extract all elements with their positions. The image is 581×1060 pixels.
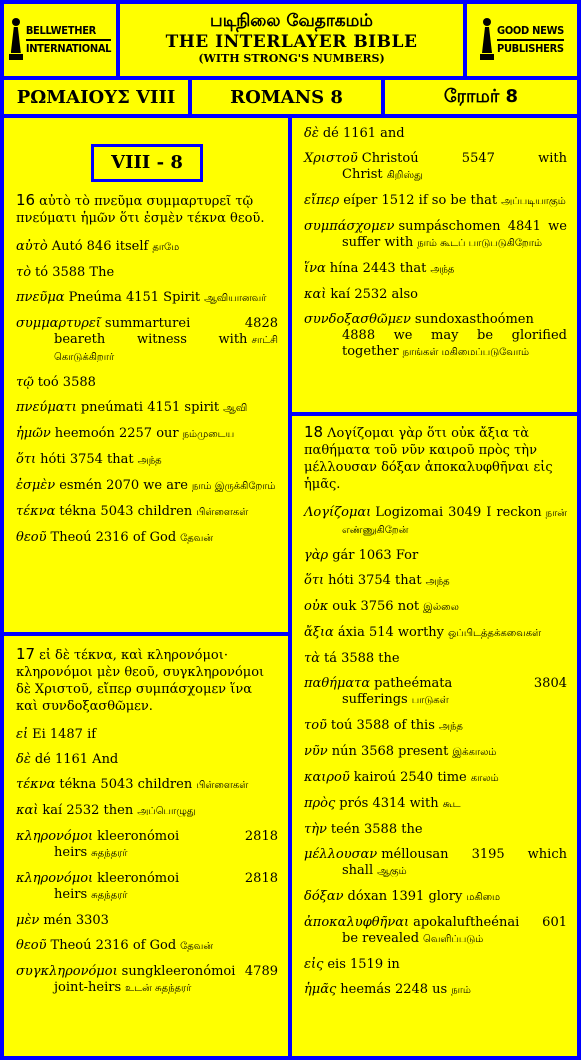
word-entry [304, 193, 567, 210]
verse-text [16, 646, 278, 715]
greek-word: οὐκ [304, 599, 329, 614]
greek-word: πρὸς [304, 796, 336, 811]
tamil-gloss: சுதந்தரர் [91, 848, 128, 859]
greek-word: ἄξια [304, 625, 334, 640]
transliteration-strongs-english: áxia 514 worthy [337, 625, 445, 640]
transliteration-strongs-english: mén 3303 [43, 913, 109, 928]
transliteration-strongs-english: eíper 1512 if so be that [343, 193, 498, 208]
transliteration-strongs-english: ouk 3756 not [332, 599, 420, 614]
transliteration-strongs-english: toó 3588 [37, 375, 96, 390]
greek-word: κληρονόμοι [16, 829, 94, 844]
transliteration-strongs-english: dé 1161 And [34, 752, 119, 767]
greek-word: τοῦ [304, 718, 327, 733]
tamil-gloss: தேவன் [180, 941, 214, 952]
greek-word: τέκνα [16, 777, 56, 792]
left-column-top [4, 118, 288, 632]
word-entry [304, 744, 567, 761]
greek-word: θεοῦ [16, 938, 47, 953]
transliteration-strongs-english: tó 3588 The [35, 265, 115, 280]
right-column-top [292, 118, 577, 412]
tamil-gloss: அந்த [425, 576, 450, 587]
publisher-figure-icon [480, 18, 494, 62]
tamil-gloss: பிள்ளைகள் [196, 780, 249, 791]
greek-word: κληρονόμοι [16, 871, 94, 886]
greek-word: δόξαν [304, 889, 344, 904]
tamil-gloss: உடன் சுதந்தரர் [125, 983, 192, 994]
tamil-gloss: அந்த [137, 455, 162, 466]
word-entry [304, 287, 567, 303]
word-entry [304, 847, 567, 880]
word-entry [304, 770, 567, 787]
transliteration-strongs-english: kleeronómoi 2818 heirs [54, 871, 278, 902]
tamil-gloss: அப்படியாகும் [501, 196, 566, 207]
transliteration-strongs-english: patheémata 3804 sufferings [342, 676, 567, 707]
tamil-gloss: இல்லை [423, 602, 459, 613]
tamil-gloss: அந்த [438, 721, 463, 732]
greek-word: συμπάσχομεν [304, 219, 395, 234]
word-entry [16, 777, 278, 794]
greek-word: νῦν [304, 744, 328, 759]
greek-word: παθήματα [304, 676, 371, 691]
greek-word: ὅτι [16, 452, 37, 467]
book-title-tamil [385, 80, 577, 114]
word-entry [16, 913, 278, 929]
greek-word: γὰρ [304, 548, 329, 563]
logo-left-line1: BELLWETHER [26, 23, 111, 41]
tamil-gloss: சாட்சி கொடுக்கிறார் [54, 335, 278, 363]
transliteration-strongs-english: hóti 3754 that [328, 573, 422, 588]
word-entry [304, 548, 567, 564]
word-entry [16, 803, 278, 820]
transliteration-strongs-english: prós 4314 with [339, 796, 439, 811]
greek-word: καὶ [16, 803, 39, 818]
word-entry [304, 982, 567, 999]
word-entry [304, 625, 567, 642]
tamil-gloss: பாடுகள் [411, 695, 449, 706]
greek-word: τὰ [304, 651, 320, 666]
greek-word: συνδοξασθῶμεν [304, 312, 411, 327]
word-entry [304, 915, 567, 948]
word-entry [16, 478, 278, 495]
transliteration-strongs-english: summarturei 4828 beareth witness with [54, 316, 278, 347]
transliteration-strongs-english: dé 1161 and [322, 126, 405, 141]
transliteration-strongs-english: tékna 5043 children [59, 504, 193, 519]
transliteration-strongs-english: pneúmati 4151 spirit [80, 400, 220, 415]
greek-word: δὲ [16, 752, 31, 767]
transliteration-strongs-english: Theoú 2316 of God [50, 938, 177, 953]
tamil-gloss: கூட [442, 799, 461, 810]
title-subtitle: (WITH STRONG'S NUMBERS) [198, 52, 385, 65]
book-title-greek-text: ΡΩΜΑΙΟΥΣ VIII [16, 86, 176, 108]
transliteration-strongs-english: teén 3588 the [330, 822, 423, 837]
tamil-gloss: மகிமை [466, 892, 501, 903]
right-column-bottom [292, 416, 577, 1056]
greek-word: Λογίζομαι [304, 505, 372, 520]
transliteration-strongs-english: Theoú 2316 of God [50, 530, 177, 545]
verse-greek: αὐτὸ τὸ πνεῦμα συμμαρτυρεῖ τῷ πνεύματι ἡμῶν ὅτι ἐσμὲν τέκνα θεοῦ. [16, 194, 265, 226]
tamil-gloss: ஒப்பிடத்தக்கவைகள் [448, 628, 542, 639]
word-entry [304, 822, 567, 838]
logo-left-line2: INTERNATIONAL [25, 42, 112, 55]
tamil-gloss: நாம் [451, 985, 471, 996]
greek-word: μέλλουσαν [304, 847, 378, 862]
greek-word: ἐσμὲν [16, 478, 56, 493]
greek-word: καὶ [304, 287, 327, 302]
word-entry [16, 239, 278, 256]
transliteration-strongs-english: kaí 2532 then [42, 803, 134, 818]
transliteration-strongs-english: kaí 2532 also [330, 287, 418, 302]
word-entry [16, 290, 278, 307]
word-entry [16, 316, 278, 366]
logo-right-line1: GOOD NEWS [497, 23, 564, 41]
greek-word: τῷ [16, 375, 34, 390]
greek-word: καιροῦ [304, 770, 350, 785]
book-title-english [192, 80, 381, 114]
tamil-gloss: அப்பொழுது [137, 806, 196, 817]
transliteration-strongs-english: hína 2443 that [329, 261, 427, 276]
tamil-gloss: பிள்ளைகள் [196, 507, 249, 518]
word-entry [304, 505, 567, 539]
chapter-label: VIII - 8 [91, 144, 203, 182]
tamil-gloss: ஆவியானவர் [204, 293, 267, 304]
greek-word: ἡμῶν [16, 426, 51, 441]
transliteration-strongs-english: sungkleeronómoi 4789 joint-heirs [54, 964, 278, 995]
word-entry [16, 375, 278, 391]
tamil-gloss: சுதந்தரர் [91, 890, 128, 901]
word-entry [16, 265, 278, 281]
word-entry [304, 261, 567, 278]
word-entry [16, 727, 278, 743]
transliteration-strongs-english: kairoú 2540 time [353, 770, 467, 785]
transliteration-strongs-english: Christoú 5547 with Christ [342, 151, 567, 182]
transliteration-strongs-english: méllousan 3195 which shall [342, 847, 567, 878]
transliteration-strongs-english: apokaluftheénai 601 be revealed [342, 915, 567, 946]
tamil-gloss: அந்த [430, 264, 455, 275]
word-entry [16, 829, 278, 862]
tamil-gloss: ஆகும் [377, 866, 407, 877]
greek-word: ἀποκαλυφθῆναι [304, 915, 410, 930]
transliteration-strongs-english: sundoxasthoómen 4888 we may be glorified together [342, 312, 567, 359]
greek-word: εἰς [304, 957, 324, 972]
greek-word: μὲν [16, 913, 40, 928]
word-entry [304, 676, 567, 709]
verse-number: 17 [16, 645, 36, 663]
verse-greek: Λογίζομαι γὰρ ὅτι οὐκ ἄξια τὰ παθήματα τοῦ νῦν καιροῦ πρὸς τὴν μέλλουσαν δόξαν ἀποκαλυφθῆναι εἰς ἡμᾶς. [304, 426, 553, 492]
title-english: THE INTERLAYER BIBLE [165, 32, 418, 52]
greek-word: εἰ [16, 727, 29, 742]
header-title-block [120, 4, 463, 76]
verse-number: 16 [16, 191, 36, 209]
logo-right [467, 4, 577, 76]
bellwether-figure-icon [9, 18, 23, 62]
greek-word: εἴπερ [304, 193, 340, 208]
transliteration-strongs-english: heemás 2248 us [340, 982, 448, 997]
book-title-english-text: ROMANS 8 [230, 86, 343, 108]
verse-text [304, 424, 567, 493]
greek-word: ἵνα [304, 261, 326, 276]
tamil-gloss: நாங்கள் மகிமைப்படுவோம் [402, 347, 530, 358]
book-title-greek [4, 80, 188, 114]
tamil-gloss: காலம் [470, 773, 499, 784]
tamil-gloss: ஆவி [223, 403, 248, 414]
greek-word: Χριστοῦ [304, 151, 358, 166]
tamil-gloss: நாம் இருக்கிறோம் [191, 481, 276, 492]
title-tamil: படிநிலை வேதாகமம் [210, 11, 373, 31]
word-entry [16, 871, 278, 904]
word-entry [304, 151, 567, 184]
tamil-gloss: கிறிஸ்து [386, 170, 423, 181]
transliteration-strongs-english: Logizomai 3049 I reckon [375, 505, 542, 520]
logo-right-line2: PUBLISHERS [497, 42, 564, 55]
transliteration-strongs-english: sumpáschomen 4841 we suffer with [342, 219, 567, 250]
word-entry [16, 504, 278, 521]
transliteration-strongs-english: nún 3568 present [331, 744, 449, 759]
transliteration-strongs-english: tékna 5043 children [59, 777, 193, 792]
word-entry [304, 573, 567, 590]
word-entry [304, 957, 567, 973]
transliteration-strongs-english: gár 1063 For [332, 548, 419, 563]
word-entry [16, 530, 278, 547]
book-title-tamil-text: ரோமர் 8 [443, 85, 519, 107]
transliteration-strongs-english: eis 1519 in [327, 957, 400, 972]
left-column-bottom [4, 636, 288, 1056]
greek-word: τέκνα [16, 504, 56, 519]
transliteration-strongs-english: esmén 2070 we are [59, 478, 188, 493]
transliteration-strongs-english: tá 3588 the [323, 651, 400, 666]
word-entry [16, 452, 278, 469]
greek-word: τὴν [304, 822, 327, 837]
greek-word: πνεύματι [16, 400, 77, 415]
transliteration-strongs-english: hóti 3754 that [40, 452, 134, 467]
tamil-gloss: நம்முடைய [182, 429, 235, 440]
greek-word: τὸ [16, 265, 32, 280]
word-entry [16, 752, 278, 768]
verse-text [16, 192, 278, 227]
transliteration-strongs-english: Pneúma 4151 Spirit [68, 290, 201, 305]
word-entry [16, 400, 278, 417]
transliteration-strongs-english: toú 3588 of this [330, 718, 435, 733]
greek-word: ὅτι [304, 573, 325, 588]
tamil-gloss: நாம் கூடப் பாடுபடுகிறோம் [417, 238, 543, 249]
tamil-gloss: வெளிப்படும் [423, 934, 484, 945]
verse-greek: εἰ δὲ τέκνα, καὶ κληρονόμοι· κληρονόμοι μὲν θεοῦ, συγκληρονόμοι δὲ Χριστοῦ, εἴπερ συμπάσχομεν ἵνα καὶ συνδοξασθῶμεν. [16, 648, 265, 714]
transliteration-strongs-english: heemoón 2257 our [54, 426, 179, 441]
greek-word: συγκληρονόμοι [16, 964, 118, 979]
greek-word: θεοῦ [16, 530, 47, 545]
greek-word: πνεῦμα [16, 290, 65, 305]
word-entry [304, 599, 567, 616]
verse-number: 18 [304, 423, 324, 441]
transliteration-strongs-english: Autó 846 itself [51, 239, 149, 254]
greek-word: συμμαρτυρεῖ [16, 316, 101, 331]
tamil-gloss: தேவன் [180, 533, 214, 544]
tamil-gloss: இக்காலம் [452, 747, 497, 758]
tamil-gloss: நான் எண்ணுகிறேன் [342, 508, 567, 536]
logo-left [4, 4, 116, 76]
word-entry [304, 219, 567, 252]
word-entry [304, 312, 567, 361]
greek-word: ἡμᾶς [304, 982, 337, 997]
word-entry [304, 126, 567, 142]
word-entry [16, 938, 278, 955]
greek-word: αὐτὸ [16, 239, 48, 254]
word-entry [16, 426, 278, 443]
tamil-gloss: தாமே [152, 242, 180, 253]
word-entry [304, 651, 567, 667]
greek-word: δὲ [304, 126, 319, 141]
word-entry [304, 718, 567, 735]
word-entry [16, 964, 278, 997]
word-entry [304, 889, 567, 906]
word-entry [304, 796, 567, 813]
transliteration-strongs-english: Ei 1487 if [32, 727, 97, 742]
transliteration-strongs-english: kleeronómoi 2818 heirs [54, 829, 278, 860]
transliteration-strongs-english: dóxan 1391 glory [347, 889, 463, 904]
